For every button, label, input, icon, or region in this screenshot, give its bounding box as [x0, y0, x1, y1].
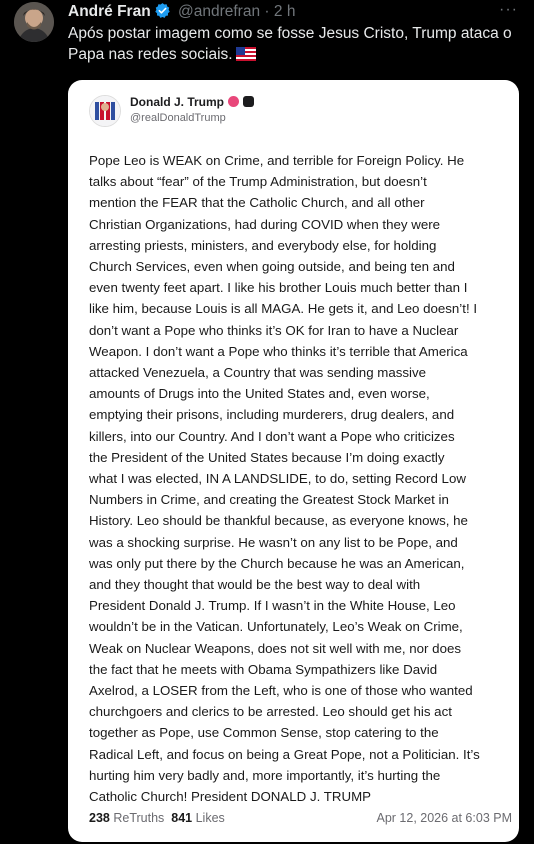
- post-line: hurting him very badly and, more importantly, it’s hurting the: [89, 767, 441, 783]
- post-line: don’t want a Pope who thinks it’s OK for Iran to have a Nuclear: [89, 322, 459, 338]
- post-line: Christian Organizations, had during COVID when they were: [89, 216, 441, 232]
- post-stats: [89, 811, 225, 825]
- post-line: mention the FEAR that the Catholic Church, and all other: [89, 195, 425, 211]
- post-line: the President of the United States because I’m doing exactly: [89, 449, 445, 465]
- post-body: [89, 150, 501, 807]
- post-line: together as Pope, use Common Sense, stop catering to the: [89, 725, 439, 741]
- verified-badge-icon: [154, 2, 171, 25]
- post-line: talks about “fear” of the Trump Administration, but doesn’t: [89, 174, 427, 190]
- retruths-count: 238: [89, 811, 110, 825]
- post-line: was a shocking surprise. He wasn’t on any list to be Pope, and: [89, 534, 458, 550]
- tweet-header: [68, 2, 520, 22]
- retruths-label: ReTruths: [113, 811, 165, 825]
- trump-avatar: [89, 95, 121, 127]
- author-name[interactable]: André Fran: [68, 3, 151, 20]
- post-line: President Donald J. Trump. If I wasn’t in the White House, Leo: [89, 598, 456, 614]
- tweet-text-content: Após postar imagem como se fosse Jesus Cristo, Trump ataca o Papa nas redes sociais.: [68, 25, 512, 63]
- post-line: even twenty feet apart. I like his brother Louis much better than I: [89, 280, 468, 296]
- post-line: Catholic Church! President DONALD J. TRUMP: [89, 789, 372, 805]
- more-dots-icon[interactable]: ···: [499, 1, 518, 18]
- likes-count: 841: [171, 811, 193, 825]
- post-line: amounts of Drugs into the United States and, even worse,: [89, 386, 430, 402]
- post-line: Numbers in Crime, and creating the Greatest Stock Market in: [89, 492, 449, 508]
- author-avatar[interactable]: [14, 2, 54, 42]
- post-line: what I was elected, IN A LANDSLIDE, to do, setting Record Low: [89, 471, 466, 487]
- post-line: was only put there by the Church because he was an American,: [89, 555, 465, 571]
- post-line: killers, into our Country. And I don’t want a Pope who criticizes: [89, 428, 455, 444]
- truth-verified-icon: [228, 96, 239, 107]
- likes-label: Likes: [195, 811, 225, 825]
- post-line: attacked Venezuela, a Country that was sending massive: [89, 365, 427, 381]
- post-line: Weak on Nuclear Weapons, does not sit well with me, nor does: [89, 640, 462, 656]
- post-line: History. Leo should be thankful because, as everyone knows, he: [89, 513, 468, 529]
- post-date: Apr 12, 2026 at 6:03 PM: [376, 811, 512, 825]
- post-line: like him, because Louis is all MAGA. He gets it, and Leo doesn’t! I: [89, 301, 478, 317]
- tweet-timestamp[interactable]: 2 h: [273, 3, 296, 20]
- post-line: the fact that he meets with Obama Sympathizers like David: [89, 661, 438, 677]
- post-line: churchgoers and clerics to be arrested. Leo should get his act: [89, 704, 452, 720]
- post-line: Church Services, even when going outside, and being ten and: [89, 259, 455, 275]
- post-line: Radical Left, and focus on being a Great Pope, not a Politician. It’s: [89, 746, 480, 762]
- post-line: Axelrod, a LOSER from the Left, who is one of those who wanted: [89, 683, 473, 699]
- tweet-text: [68, 23, 520, 67]
- post-line: wouldn’t be in the Vatican. Unfortunately, Leo’s Weak on Crime,: [89, 619, 463, 635]
- plus-badge-icon: [243, 96, 254, 107]
- post-line: arresting priests, ministers, and everybody else, for holding: [89, 237, 437, 253]
- embedded-post-image[interactable]: [68, 80, 519, 842]
- post-line: emptying their prisons, including murderers, drug dealers, and: [89, 407, 455, 423]
- post-line: Pope Leo is WEAK on Crime, and terrible for Foreign Policy. He: [89, 153, 465, 168]
- post-line: and they thought that would be the best way to deal with: [89, 577, 421, 593]
- post-author-name: Donald J. Trump: [130, 95, 225, 109]
- us-flag-icon: [236, 46, 256, 67]
- separator-dot: ·: [264, 3, 270, 20]
- post-author-row: [130, 95, 254, 109]
- post-line: Weapon. I don’t want a Pope who thinks it’s terrible that America: [89, 343, 468, 359]
- author-handle[interactable]: @andrefran: [178, 3, 261, 20]
- post-author-handle: @realDonaldTrump: [130, 112, 226, 124]
